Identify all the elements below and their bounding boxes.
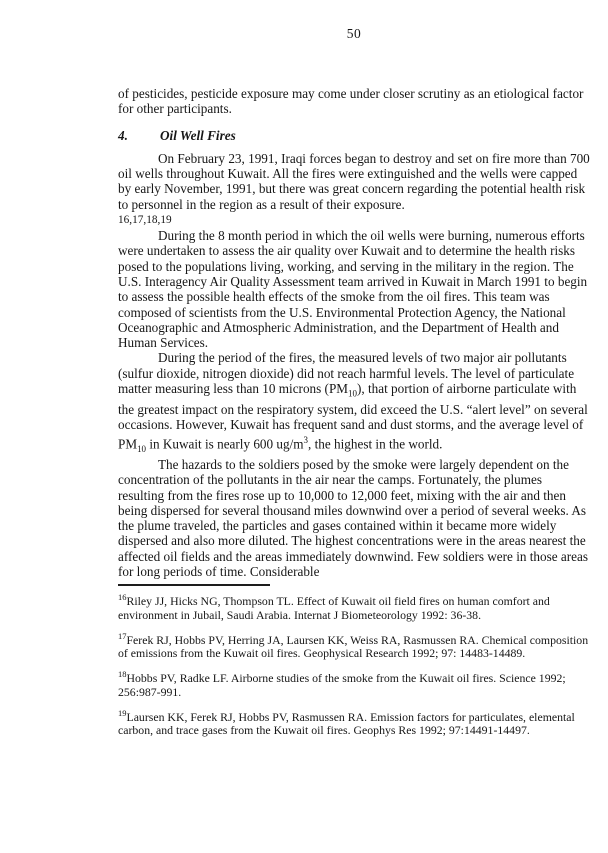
paragraph-text: During the period of the fires, the measured levels of two major air pollutants (sulfur dioxide, nitrogen dioxide) did not reach harmful levels. The level of particulate matter measuring less than 10 microns (PM <box>118 350 575 397</box>
footnote <box>118 592 590 622</box>
footnote-list <box>118 592 590 738</box>
paragraph-text: The hazards to the soldiers posed by the smoke were largely dependent on the concentration of the pollutants in the air near the camps. Fortunately, the plumes resulting from the fires rose up to 10,000 to 12,000 feet, mixing with the air and then being dispersed for several thousand miles downwind over a period of several weeks. As the plume traveled, the particles and gases contained within it became more widely dispersed and also more diluted. The highest concentrations were in the areas nearest the affected oil fields and the areas immediately downwind. Few soldiers were in those areas for long periods of time. Considerable <box>118 456 588 579</box>
footnote-marker: 18 <box>118 669 127 680</box>
body-paragraph <box>118 228 590 350</box>
footnote <box>118 707 590 738</box>
footnote-text: Ferek RJ, Hobbs PV, Herring JA, Laursen KK, Weiss RA, Rasmussen RA. Chemical composition of emissions from the Kuwait oil fires. Geophysical Research 1992; 97: 14483-14489. <box>118 632 589 661</box>
section-heading <box>118 128 590 143</box>
footnote-reference-line: 16,17,18,19 <box>118 214 172 227</box>
paragraph-text: During the 8 month period in which the oil wells were burning, numerous efforts were undertaken to assess the air quality over Kuwait and to determine the health risks posed to the populations living, working, and serving in the military in the region. The U.S. Interagency Air Quality Assessment team arrived in Kuwait in March 1991 to begin to assess the possible health effects of the smoke from the oil fires. This team was composed of scientists from the U.S. Environmental Protection Agency, the National Oceanographic and Atmospheric Administration, and the Department of Health and Human Services. <box>118 228 588 351</box>
section-number: 4. <box>118 127 128 143</box>
paragraph-text: in Kuwait is nearly 600 ug/m <box>146 435 304 451</box>
body-text <box>118 86 590 579</box>
section-title: Oil Well Fires <box>160 127 236 143</box>
body-paragraph <box>118 350 590 456</box>
footnote-text: Laursen KK, Ferek RJ, Hobbs PV, Rasmussen RA. Emission factors for particulates, elemental carbon, and trace gases from the Kuwait oil fires. Geophys Res 1992; 97:14491-14497. <box>118 709 575 738</box>
sub-text: 10 <box>137 443 147 454</box>
footnote <box>118 630 590 661</box>
sub-text: 10 <box>348 388 357 399</box>
footnote <box>118 669 590 699</box>
text-column <box>118 26 590 749</box>
footnote-marker: 17 <box>118 630 127 641</box>
sup-text: 3 <box>303 434 309 445</box>
body-paragraph <box>118 151 590 212</box>
paragraph-text: On February 23, 1991, Iraqi forces began to destroy and set on fire more than 700 oil wells throughout Kuwait. All the fires were extinguished and the wells were capped by early November, 1991, but there was great concern regarding the potential health risk to personnel in the region as a result of their exposure. <box>118 150 590 212</box>
footnote-text: Riley JJ, Hicks NG, Thompson TL. Effect of Kuwait oil field fires on human comfort and environment in Jubail, Saudi Arabia. Internat J Biometeorology 1992: 36-38. <box>118 594 550 622</box>
body-paragraph <box>118 457 590 579</box>
footnote-marker: 16 <box>118 592 127 603</box>
body-paragraph <box>118 86 590 117</box>
footnote-text: Hobbs PV, Radke LF. Airborne studies of the smoke from the Kuwait oil fires. Science 1992; 256:987-991. <box>118 671 566 699</box>
paragraph-text: , the highest in the world. <box>308 435 443 451</box>
paragraph-text: of pesticides, pesticide exposure may come under closer scrutiny as an etiological factor for other participants. <box>118 86 584 117</box>
page-number: 50 <box>346 26 362 41</box>
paragraph-text: ), that portion of airborne particulate with the greatest impact on the respiratory system, did exceed the U.S. “alert level” on several occasions. However, Kuwait has frequent sand and dust storms, and the average level of PM <box>118 381 588 451</box>
footnote-marker: 19 <box>118 707 127 718</box>
footnote-separator <box>118 584 270 586</box>
